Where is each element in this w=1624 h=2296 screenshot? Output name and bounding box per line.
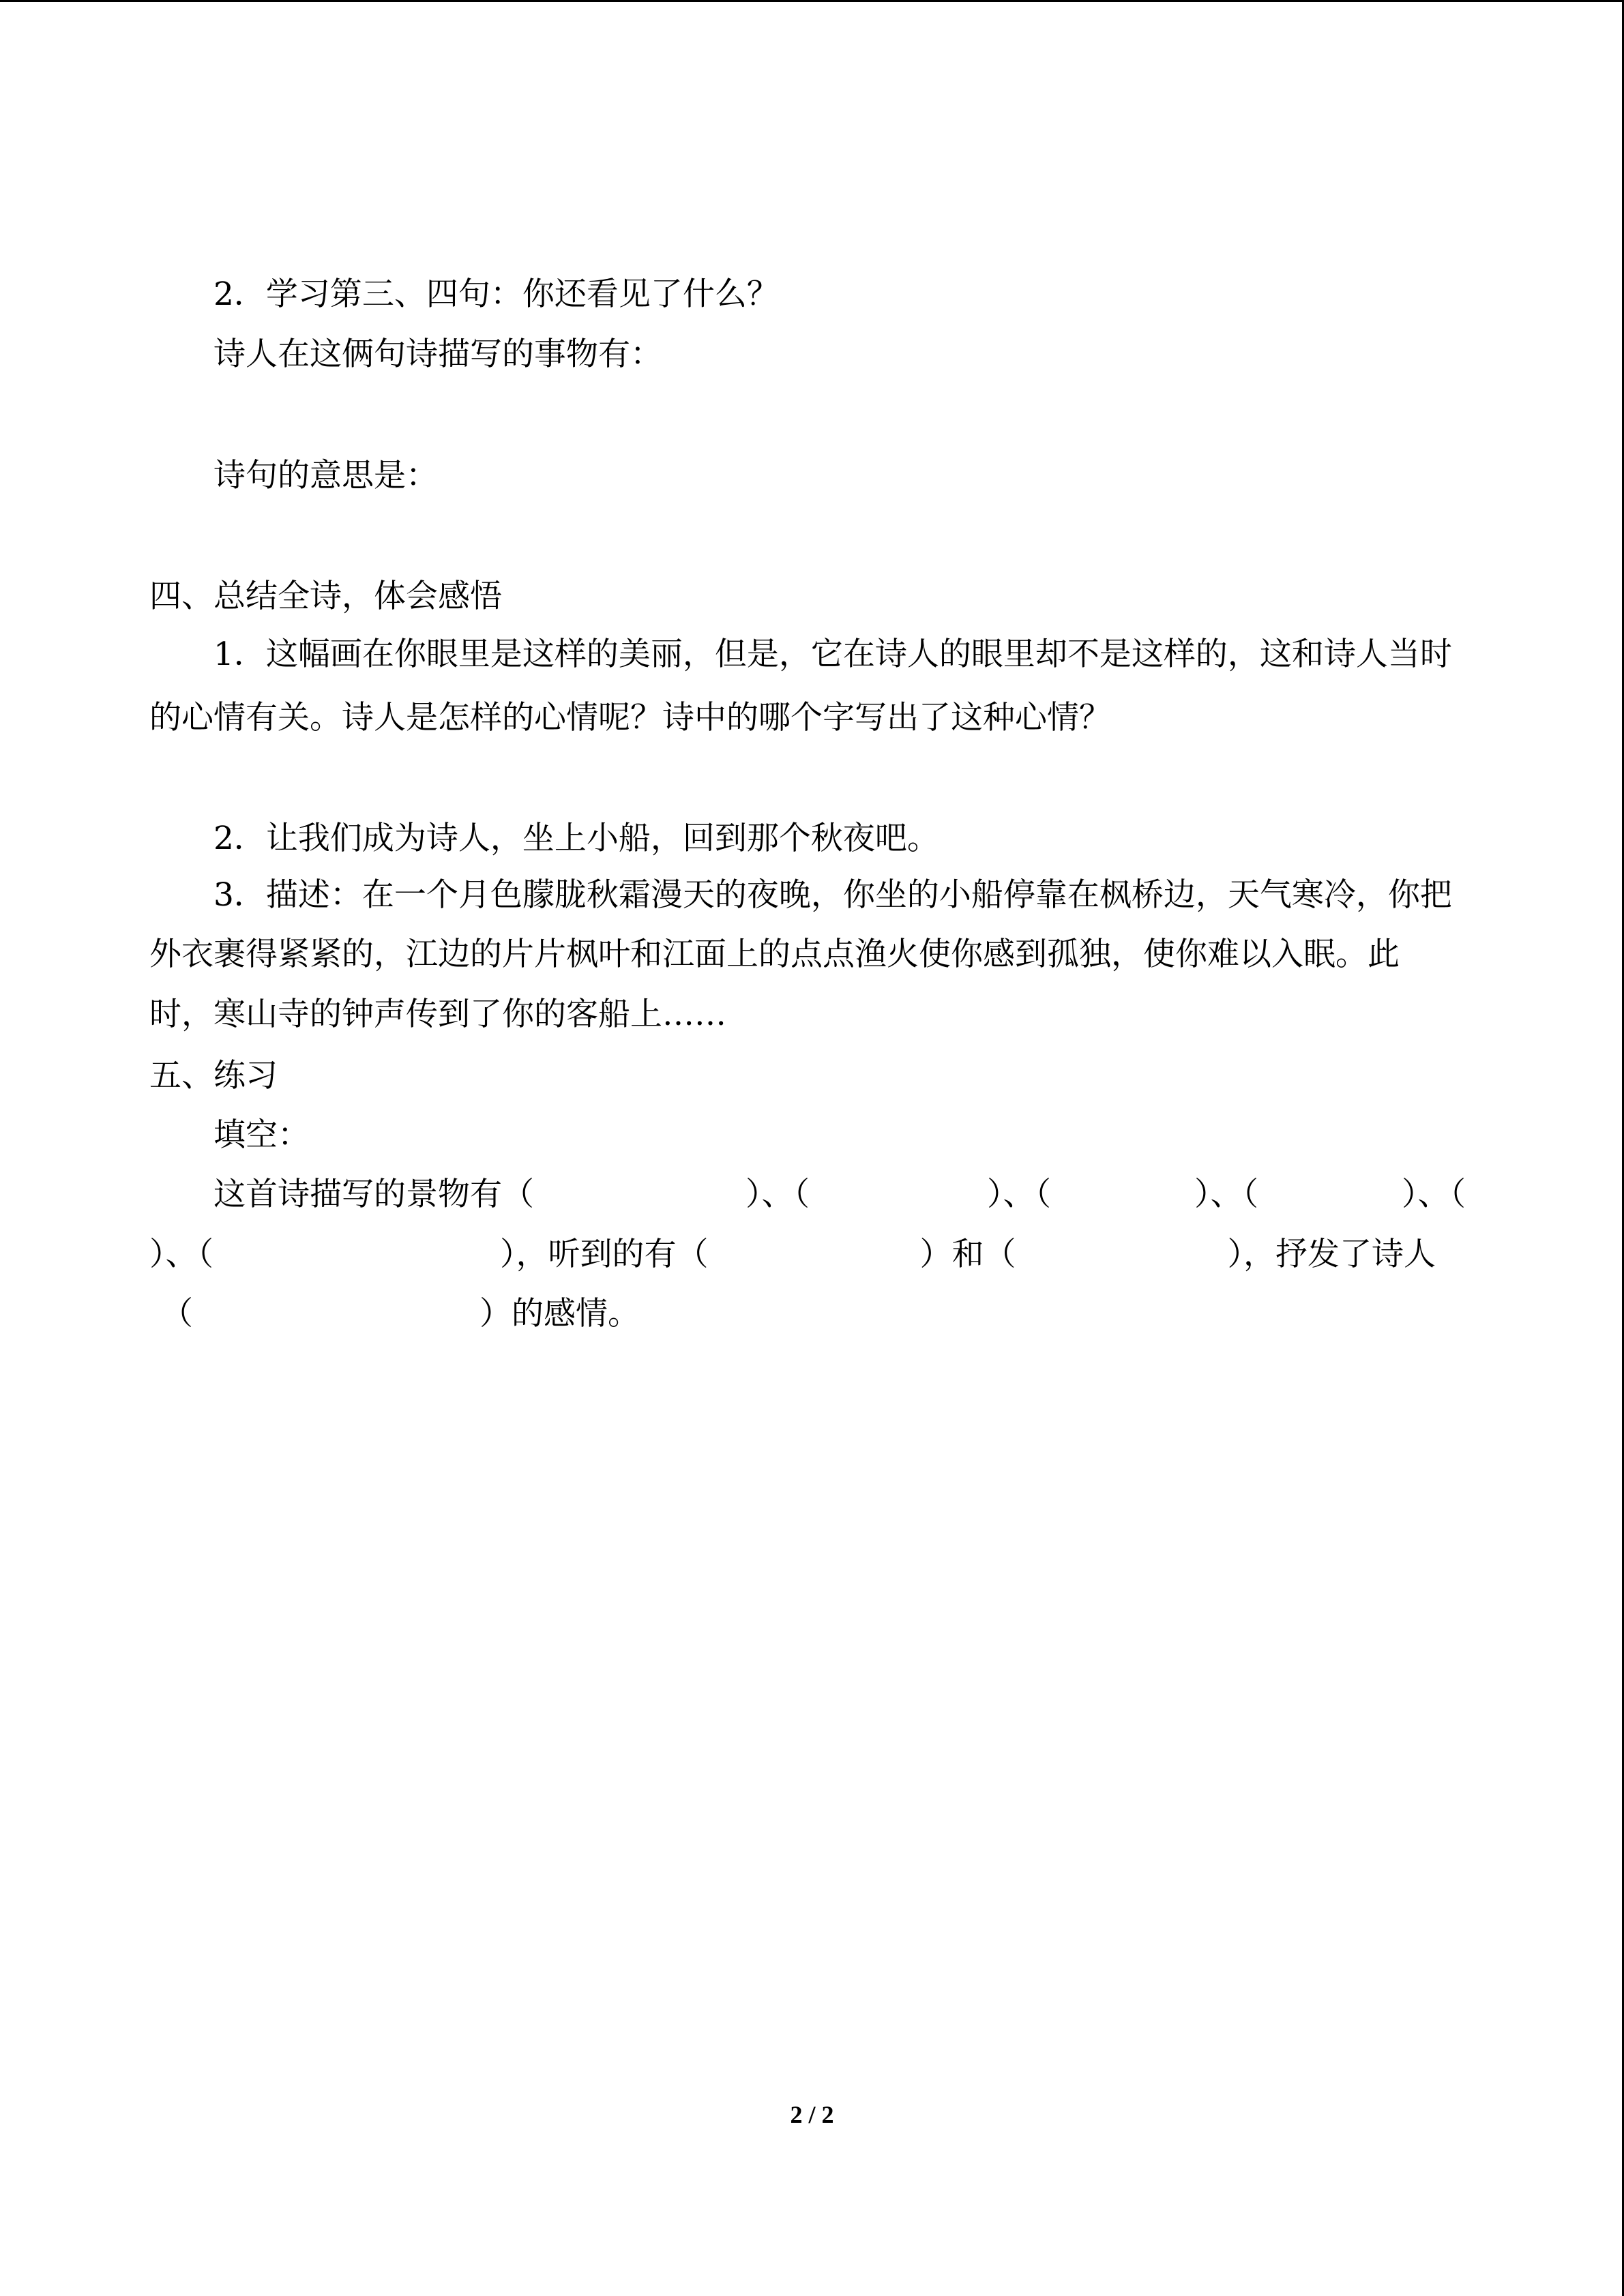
fill-row3-open: （: [161, 1295, 193, 1332]
fill-row1-sep1: ）、（: [745, 1176, 810, 1213]
fill-row1-sep4: ）、（: [1402, 1176, 1466, 1213]
q2-meaning-prompt: 诗句的意思是：: [213, 457, 438, 494]
q2-heading: 2．学习第三、四句：你还看见了什么？: [213, 275, 779, 313]
fill-row1-lead: 这首诗描写的景物有（: [213, 1176, 534, 1213]
fill-row1-sep3: ）、（: [1194, 1176, 1258, 1213]
fill-row3-end: ）的感情。: [479, 1295, 640, 1332]
s4-item2: 2．让我们成为诗人，坐上小船，回到那个秋夜吧。: [213, 820, 939, 857]
fill-blank-label: 填空：: [213, 1116, 310, 1154]
s4-item1-line2: 的心情有关。诗人是怎样的心情呢？诗中的哪个字写出了这种心情？: [149, 699, 1111, 736]
page-number: 2 / 2: [790, 2101, 834, 2128]
fill-row2-heard: ），听到的有（: [500, 1236, 709, 1273]
s4-item3-line3: 时，寒山寺的钟声传到了你的客船上……: [149, 996, 726, 1033]
fill-row1-sep2: ）、（: [987, 1176, 1051, 1213]
fill-row-3: [161, 1294, 640, 1335]
fill-row-2: [149, 1234, 1436, 1275]
fill-row2-express: ），抒发了诗人: [1227, 1236, 1436, 1273]
s4-item3-line2: 外衣裹得紧紧的，江边的片片枫叶和江面上的点点渔火使你感到孤独，使你难以入眠。此: [149, 936, 1400, 973]
fill-row-1: [213, 1174, 1466, 1215]
q2-things-prompt: 诗人在这俩句诗描写的事物有：: [213, 336, 662, 373]
fill-row2-and: ）和（: [919, 1236, 1016, 1273]
page-top-border: [0, 0, 1623, 2]
s4-item1-line1: 1．这幅画在你眼里是这样的美丽，但是，它在诗人的眼里却不是这样的，这和诗人当时: [213, 636, 1452, 673]
section-four-heading: 四、总结全诗，体会感悟: [149, 578, 502, 615]
fill-row2-sep1: ）、（: [149, 1236, 213, 1273]
s4-item3-line1: 3．描述：在一个月色朦胧秋霜漫天的夜晚，你坐的小船停靠在枫桥边，天气寒冷，你把: [213, 876, 1452, 914]
section-five-heading: 五、练习: [149, 1057, 278, 1094]
